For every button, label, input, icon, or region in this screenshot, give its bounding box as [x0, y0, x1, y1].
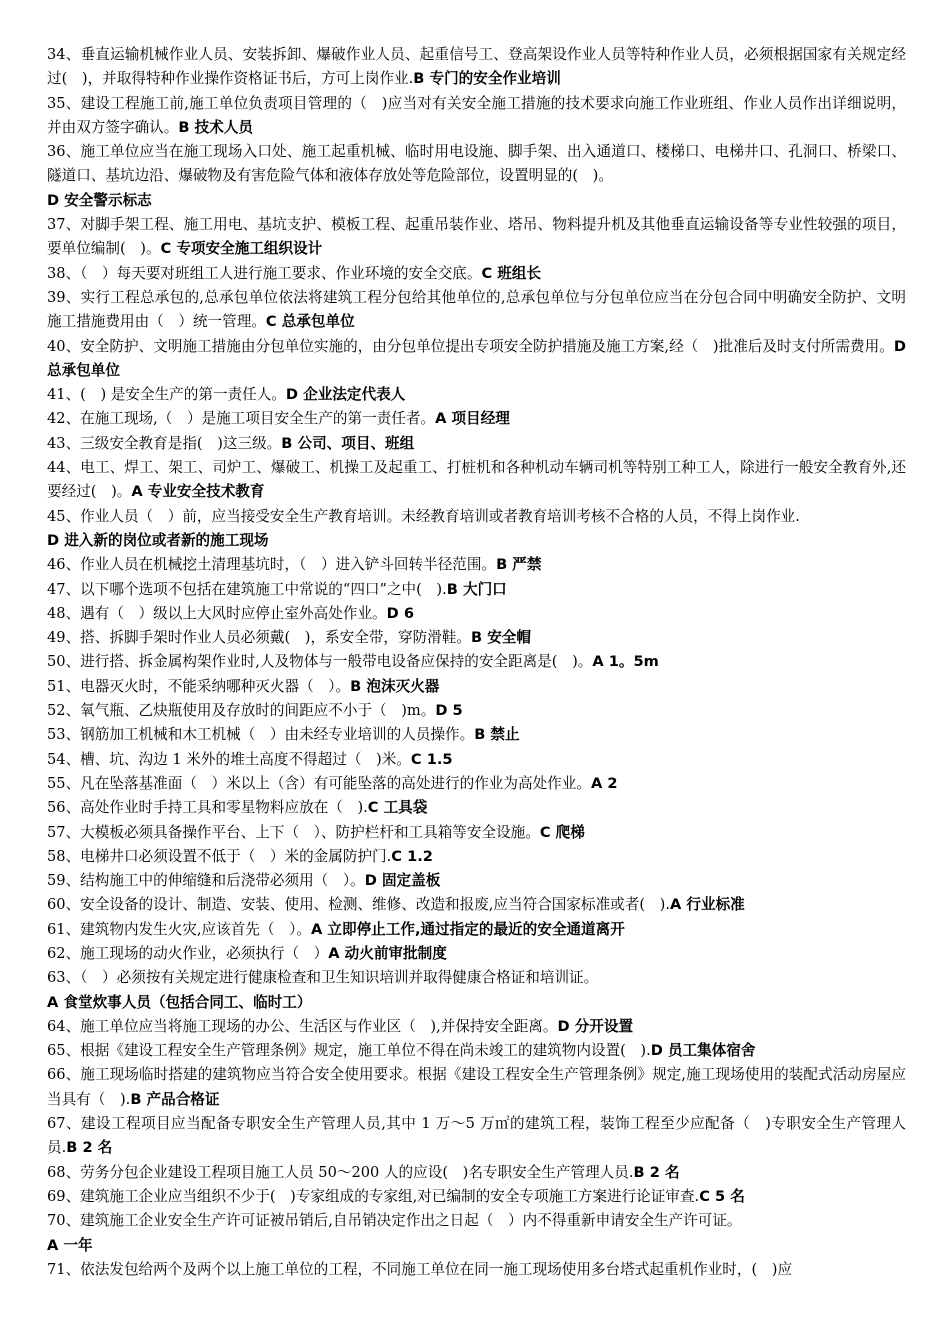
question-item [47, 505, 906, 529]
question-text: 70、建筑施工企业安全生产许可证被吊销后,自吊销决定作出之日起（ ）内不得重新申请安全生产许可证。 [47, 1212, 742, 1230]
question-text: 63、（ ）必须按有关规定进行健康检查和卫生知识培训并取得健康合格证和培训证。 [47, 969, 599, 987]
answer-text: D 企业法定代表人 [285, 386, 406, 404]
question-item [47, 602, 906, 626]
question-text: 50、进行搭、拆金属构架作业时,人及物体与一般带电设备应保持的安全距离是( )。 [47, 653, 593, 671]
question-text: 54、槽、坑、沟边 1 米外的堆土高度不得超过（ )米。 [47, 750, 411, 768]
question-item [47, 650, 906, 674]
question-item [47, 1112, 906, 1161]
answer-text: B 专门的安全作业培训 [413, 70, 561, 88]
question-item [47, 1039, 906, 1063]
question-text: 38、（ ）每天要对班组工人进行施工要求、作业环境的安全交底。 [47, 264, 482, 282]
question-text: 48、遇有（ ）级以上大风时应停止室外高处作业。 [47, 604, 387, 622]
question-text: 43、三级安全教育是指( )这三级。 [47, 434, 282, 452]
question-text: 65、根据《建设工程安全生产管理条例》规定，施工单位不得在尚未竣工的建筑物内设置( ). [47, 1042, 651, 1060]
question-text: 58、电梯井口必须设置不低于（ ）米的金属防护门. [47, 847, 392, 865]
answer-text: C 1.5 [410, 750, 453, 768]
question-item [47, 1258, 906, 1282]
question-text: 45、作业人员（ ）前，应当接受安全生产教育培训。未经教育培训或者教育培训考核不合格的人员，不得上岗作业. [47, 507, 800, 525]
answer-text: B 2 名 [633, 1163, 680, 1181]
question-item [47, 578, 906, 602]
question-text: 67、建设工程项目应当配备专职安全生产管理人员,其中 1 万～5 万㎡的建筑工程，装饰工程至少应配备（ )专职安全生产管理人员. [47, 1115, 906, 1157]
answer-text: C 班组长 [481, 264, 542, 282]
answer-text: A 一年 [47, 1236, 93, 1254]
answer-text: A 动火前审批制度 [328, 944, 447, 962]
question-text: 49、搭、拆脚手架时作业人员必须戴( )，系安全带，穿防滑鞋。 [47, 629, 471, 647]
question-text: 61、建筑物内发生火灾,应该首先（ ）。 [47, 920, 312, 938]
question-item [47, 1185, 906, 1209]
question-item [47, 796, 906, 820]
question-item [47, 1209, 906, 1233]
question-item [47, 432, 906, 456]
answer-text: B 2 名 [66, 1139, 113, 1157]
question-text: 34、垂直运输机械作业人员、安装拆卸、爆破作业人员、起重信号工、登高架设作业人员等特种作业人员，必须根据国家有关规定经过( )，并取得特种作业操作资格证书后，方可上岗作业. [47, 46, 906, 88]
question-item [47, 140, 906, 189]
question-text: 60、安全设备的设计、制造、安装、使用、检测、维修、改造和报废,应当符合国家标准或者( ). [47, 896, 670, 914]
question-text: 39、实行工程总承包的,总承包单位依法将建筑工程分包给其他单位的,总承包单位与分包单位应当在分包合同中明确安全防护、文明施工措施费用由（ ）统一管理。 [47, 288, 906, 331]
answer-text: B 产品合格证 [130, 1090, 220, 1108]
question-text: 64、施工单位应当将施工现场的办公、生活区与作业区（ ),并保持安全距离。 [47, 1017, 558, 1035]
question-text: 56、高处作业时手持工具和零星物料应放在（ ). [47, 799, 368, 817]
question-item [47, 1015, 906, 1039]
question-item [47, 1161, 906, 1185]
answer-text: D 固定盖板 [364, 872, 441, 890]
question-item [47, 92, 906, 141]
question-item [47, 43, 906, 92]
question-text: 47、以下哪个选项不包括在建筑施工中常说的“四口”之中( ). [47, 580, 447, 598]
answer-text: C 5 名 [699, 1187, 745, 1205]
answer-text: C 专项安全施工组织设计 [160, 240, 323, 258]
question-item [47, 821, 906, 845]
question-text: 68、劳务分包企业建设工程项目施工人员 50～200 人的应设( )名专职安全生产管理人员. [47, 1163, 634, 1181]
answer-text: B 严禁 [496, 556, 542, 574]
question-item [47, 869, 906, 893]
answer-text: C 1.2 [391, 847, 433, 865]
answer-text: B 大门口 [446, 580, 507, 598]
question-item [47, 918, 906, 942]
answer-text: B 禁止 [474, 726, 520, 744]
question-text: 66、施工现场临时搭建的建筑物应当符合安全使用要求。根据《建设工程安全生产管理条例》规定,施工现场使用的装配式活动房屋应当具有（ ). [47, 1066, 906, 1108]
answer-text: D 安全警示标志 [47, 191, 152, 209]
question-text: 62、施工现场的动火作业，必须执行（ ） [47, 944, 329, 962]
answer-text: B 安全帽 [471, 629, 531, 647]
answer-text: D 总承包单位 [47, 337, 906, 379]
question-item [47, 942, 906, 966]
question-text: 52、氧气瓶、乙炔瓶使用及存放时的间距应不小于（ )m。 [47, 702, 436, 720]
answer-text: D 分开设置 [557, 1017, 634, 1035]
question-item [47, 748, 906, 772]
question-text: 69、建筑施工企业应当组织不少于( )专家组成的专家组,对已编制的安全专项施工方案进行论证审查. [47, 1187, 700, 1205]
question-item [47, 456, 906, 505]
question-item [47, 626, 906, 650]
answer-text: A 2 [590, 774, 618, 792]
question-text: 71、依法发包给两个及两个以上施工单位的工程，不同施工单位在同一施工现场使用多台塔式起重机作业时，( )应 [47, 1260, 793, 1278]
question-item [47, 335, 906, 384]
question-text: 37、对脚手架工程、施工用电、基坑支护、模板工程、起重吊装作业、塔吊、物料提升机及其他垂直运输设备等专业性较强的项目，要单位编制( )。 [47, 216, 906, 258]
question-item [47, 966, 906, 990]
question-text: 51、电器灭火时，不能采纳哪种灭火器（ ）。 [47, 677, 351, 695]
question-list [47, 43, 906, 1282]
question-text: 40、安全防护、文明施工措施由分包单位实施的，由分包单位提出专项安全防护措施及施工方案,经（ )批准后及时支付所需费用。 [47, 337, 894, 355]
answer-text: D 5 [435, 702, 463, 720]
answer-text: C 爬梯 [539, 823, 585, 841]
answer-text: D 进入新的岗位或者新的施工现场 [47, 531, 269, 549]
question-item [47, 213, 906, 262]
answer-text: A 专业安全技术教育 [131, 483, 265, 501]
question-item [47, 675, 906, 699]
question-item [47, 845, 906, 869]
question-text: 57、大模板必须具备操作平台、上下（ ）、防护栏杆和工具箱等安全设施。 [47, 823, 540, 841]
answer-text: B 技术人员 [178, 118, 253, 136]
question-item [47, 383, 906, 407]
question-text: 35、建设工程施工前,施工单位负责项目管理的（ )应当对有关安全施工措施的技术要求向施工作业班组、作业人员作出详细说明，并由双方签字确认。 [47, 94, 906, 136]
question-text: 42、在施工现场,（ ）是施工项目安全生产的第一责任者。 [47, 410, 436, 428]
answer-text: B 泡沫灭火器 [350, 677, 440, 695]
question-text: 53、钢筋加工机械和木工机械（ ）由未经专业培训的人员操作。 [47, 726, 475, 744]
question-text: 59、结构施工中的伸缩缝和后浇带必须用（ ）。 [47, 872, 365, 890]
answer-text: C 工具袋 [367, 799, 428, 817]
question-text: 46、作业人员在机械挖土清理基坑时，（ ）进入铲斗回转半径范围。 [47, 556, 497, 574]
answer-text: A 1。5m [592, 653, 659, 671]
question-item [47, 407, 906, 431]
answer-text: D 员工集体宿舍 [650, 1042, 756, 1060]
answer-text: A 行业标准 [670, 896, 745, 914]
answer-text: A 项目经理 [435, 410, 510, 428]
answer-text: D 6 [386, 604, 414, 622]
answer-text: C 总承包单位 [265, 313, 355, 331]
question-item [47, 1063, 906, 1112]
question-item [47, 262, 906, 286]
question-text: 44、电工、焊工、架工、司炉工、爆破工、机操工及起重工、打桩机和各种机动车辆司机等特别工种工人，除进行一般安全教育外,还要经过( )。 [47, 459, 906, 501]
question-text: 36、施工单位应当在施工现场入口处、施工起重机械、临时用电设施、脚手架、出入通道口、楼梯口、电梯井口、孔洞口、桥梁口、隧道口、基坑边沿、爆破物及有害危险气体和液体存放处等危险部位，设置明显的( )。 [47, 143, 906, 185]
question-text: 55、凡在坠落基准面（ ）米以上（含）有可能坠落的高处进行的作业为高处作业。 [47, 774, 591, 792]
question-text: 41、( ) 是安全生产的第一责任人。 [47, 386, 286, 404]
answer-text: A 食堂炊事人员（包括合同工、临时工） [47, 993, 312, 1011]
question-item [47, 893, 906, 917]
question-item [47, 772, 906, 796]
question-item [47, 699, 906, 723]
question-item [47, 286, 906, 335]
question-item [47, 553, 906, 577]
answer-text: B 公司、项目、班组 [281, 434, 415, 452]
question-item [47, 723, 906, 747]
answer-text: A 立即停止工作,通过指定的最近的安全通道离开 [311, 920, 625, 938]
